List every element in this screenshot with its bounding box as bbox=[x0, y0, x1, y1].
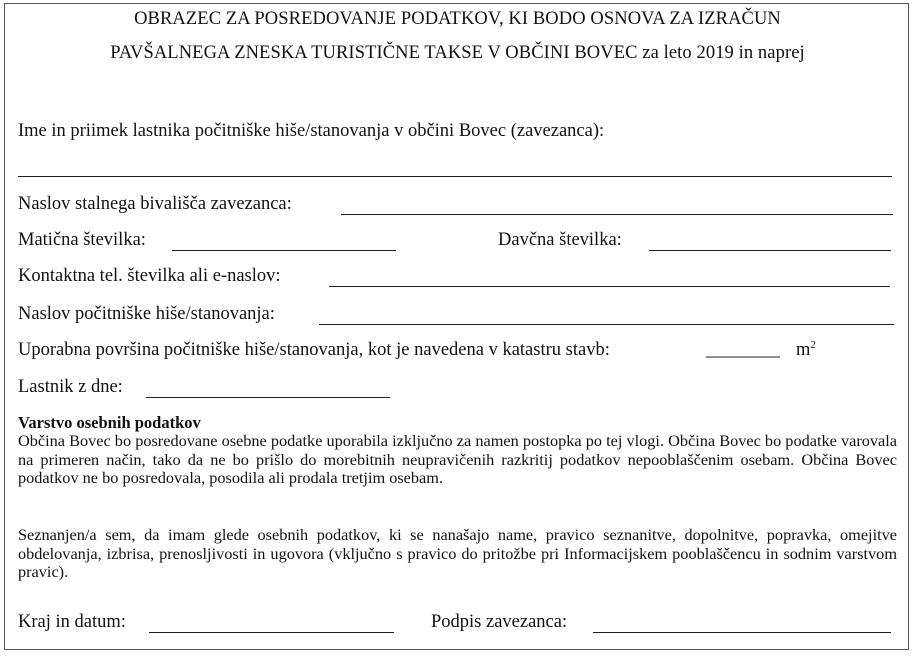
signature-field[interactable] bbox=[593, 632, 891, 633]
holiday-address-field[interactable] bbox=[319, 324, 894, 325]
owner-name-field[interactable] bbox=[18, 176, 892, 177]
signature-label: Podpis zavezanca: bbox=[431, 612, 568, 632]
reg-number-label: Matična številka: bbox=[18, 230, 146, 250]
address-field[interactable] bbox=[341, 214, 893, 215]
privacy-paragraph-1: Občina Bovec bo posredovane osebne podatke uporabila izključno za namen postopka po tej vlogi. Občina Bovec bo podatke varovala na primeren način, tako da ne bo prišlo do morebitnih neupravičenih razkritij podatkov nepooblaščenim osebam. Občina Bovec podatkov ne bo posredovala, posodila ali prodala tretjim osebam. bbox=[18, 431, 897, 488]
form-title-line-2: PAVŠALNEGA ZNESKA TURISTIČNE TAKSE V OBČINI BOVEC za leto 2019 in naprej bbox=[110, 43, 805, 63]
form-title-line-1: OBRAZEC ZA POSREDOVANJE PODATKOV, KI BODO OSNOVA ZA IZRAČUN bbox=[134, 9, 781, 29]
area-unit-text: m bbox=[796, 340, 811, 360]
address-label: Naslov stalnega bivališča zavezanca: bbox=[18, 194, 292, 214]
tax-number-field[interactable] bbox=[649, 250, 891, 251]
area-unit bbox=[796, 340, 816, 361]
holiday-address-label: Naslov počitniške hiše/stanovanja: bbox=[18, 304, 275, 324]
place-date-field[interactable] bbox=[149, 632, 394, 633]
owner-since-field[interactable] bbox=[146, 397, 390, 398]
area-unit-superscript: 2 bbox=[810, 338, 816, 351]
privacy-heading: Varstvo osebnih podatkov bbox=[18, 413, 201, 432]
place-date-label: Kraj in datum: bbox=[18, 612, 126, 632]
area-label: Uporabna površina počitniške hiše/stanovanja, kot je navedena v katastru stavb: bbox=[18, 340, 610, 360]
owner-name-label: Ime in priimek lastnika počitniške hiše/stanovanja v občini Bovec (zavezanca): bbox=[18, 121, 605, 141]
owner-since-label: Lastnik z dne: bbox=[18, 377, 123, 397]
contact-field[interactable] bbox=[329, 286, 890, 287]
contact-label: Kontaktna tel. številka ali e-naslov: bbox=[18, 266, 281, 286]
reg-number-field[interactable] bbox=[172, 250, 396, 251]
area-field[interactable]: ________ bbox=[706, 340, 780, 360]
tax-number-label: Davčna številka: bbox=[498, 230, 622, 250]
privacy-paragraph-2: Seznanjen/a sem, da imam glede osebnih podatkov, ki se nanašajo name, pravico seznanitve, dopolnitve, popravka, omejitve obdelovanja, izbrisa, prenosljivosti in ugovora (vključno s pravico do pritožbe pri Informacijskem pooblaščencu in sodnim varstvom pravic). bbox=[18, 525, 897, 582]
